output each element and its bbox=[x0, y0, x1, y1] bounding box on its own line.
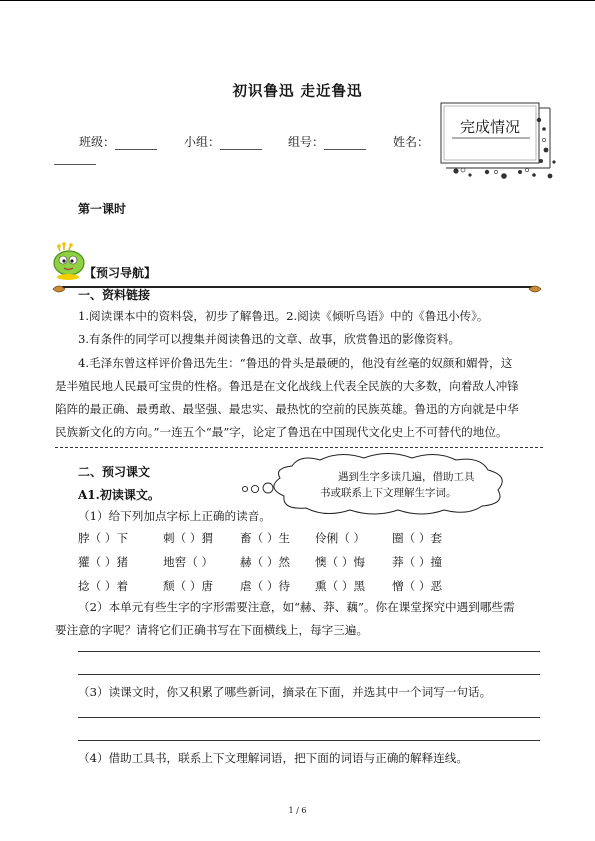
section1-rule bbox=[62, 286, 536, 288]
group-no-field bbox=[288, 133, 366, 150]
question-4: （4）借助工具书，联系上下文理解词语，把下面的词语与正确的解释连线。 bbox=[78, 751, 468, 765]
hint-bubble-line2: 书或联系上下文理解生字词。 bbox=[320, 487, 457, 499]
pinyin-item[interactable]: 伶俐（ ） bbox=[315, 531, 366, 545]
question-2-line1: （2）本单元有些生字的字形需要注意，如“赫、莽、藕”。你在课堂探究中遇到哪些需 bbox=[78, 600, 515, 614]
class-field bbox=[79, 133, 157, 150]
pinyin-item[interactable]: 熏（ ）黑 bbox=[315, 579, 366, 593]
material-item-2: 3.有条件的同学可以搜集并阅读鲁迅的文章、故事，欣赏鲁迅的影像资料。 bbox=[78, 332, 461, 346]
a1-label: A1.初读课文。 bbox=[78, 488, 160, 502]
question-3: （3）读课文时，你又积累了哪些新词，摘录在下面，并选其中一个词写一句话。 bbox=[78, 685, 492, 699]
pinyin-item[interactable]: 地窖（ ） bbox=[163, 555, 214, 569]
material-item-3-line3: 陷阵的最正确、最勇敢、最坚强、最忠实、最热忱的空前的民族英雄。鲁迅的方向就是中华 bbox=[55, 402, 519, 416]
completion-status-box bbox=[438, 100, 558, 182]
group-label: 小组： bbox=[184, 135, 221, 149]
lesson-label: 第一课时 bbox=[78, 202, 127, 216]
material-item-3-line1: 4.毛泽东曾这样评价鲁迅先生：“鲁迅的骨头是最硬的，他没有丝毫的奴颜和媚骨，这 bbox=[78, 356, 513, 370]
material-item-1: 1.阅读课本中的资料袋，初步了解鲁迅。2.阅读《倾听鸟语》中的《鲁迅小传》。 bbox=[78, 309, 489, 323]
answer-line[interactable] bbox=[78, 717, 540, 718]
class-blank[interactable] bbox=[115, 149, 157, 150]
pinyin-item[interactable]: 畜（ ）生 bbox=[240, 531, 291, 545]
name-field bbox=[393, 133, 429, 150]
page-top-rule bbox=[0, 0, 595, 1]
pinyin-item[interactable]: 懊（ ）悔 bbox=[315, 555, 366, 569]
material-item-3-line2: 是半殖民地人民最可宝贵的性格。鲁迅是在文化战线上代表全民族的大多数，向着敌人冲锋 bbox=[55, 379, 519, 393]
section2-heading: 二、预习课文 bbox=[78, 465, 151, 479]
pinyin-item[interactable]: 圈（ ）套 bbox=[392, 531, 443, 545]
rule-left-ornament-icon bbox=[52, 280, 66, 292]
group-no-blank[interactable] bbox=[324, 149, 366, 150]
status-box-frame bbox=[438, 100, 558, 182]
pinyin-item[interactable]: 莽（ ）撞 bbox=[392, 555, 443, 569]
material-item-3-line4: 民族新文化的方向。”一连五个“最”字，论定了鲁迅在中国现代文化史上不可替代的地位。 bbox=[55, 425, 508, 439]
rule-right-ornament-icon bbox=[528, 280, 542, 292]
pinyin-item[interactable]: 脖（ ）下 bbox=[78, 531, 129, 545]
group-no-label: 组号： bbox=[288, 135, 325, 149]
answer-line[interactable] bbox=[78, 674, 540, 675]
pinyin-item[interactable]: 虐（ ）待 bbox=[240, 579, 291, 593]
name-label: 姓名： bbox=[393, 135, 430, 149]
pinyin-item[interactable]: 赫（ ）然 bbox=[240, 555, 291, 569]
group-blank[interactable] bbox=[220, 149, 262, 150]
question-1: （1）给下列加点字标上正确的读音。 bbox=[78, 509, 271, 523]
page-title: 初识鲁迅 走近鲁迅 bbox=[232, 83, 363, 100]
hint-bubble bbox=[222, 452, 542, 516]
hint-bubble-cloud bbox=[222, 452, 542, 516]
pinyin-item[interactable]: 憎（ ）恶 bbox=[392, 579, 443, 593]
pinyin-item[interactable]: 捻（ ）着 bbox=[78, 579, 129, 593]
pinyin-item[interactable]: 刺（ ）猬 bbox=[163, 531, 214, 545]
section1-heading: 一、资料链接 bbox=[78, 288, 151, 302]
answer-line[interactable] bbox=[78, 651, 540, 652]
page-number: 1 / 6 bbox=[288, 806, 307, 815]
hint-bubble-line1: 遇到生字多读几遍，借助工具 bbox=[338, 471, 475, 483]
name-blank[interactable] bbox=[54, 150, 96, 165]
group-field bbox=[184, 133, 262, 150]
question-2-line2: 要注意的字呢？请将它们正确书写在下面横线上，每字三遍。 bbox=[55, 623, 369, 637]
section-divider bbox=[55, 447, 543, 449]
class-label: 班级： bbox=[79, 135, 116, 149]
preview-nav-header: 【预习导航】 bbox=[84, 266, 157, 280]
pinyin-item[interactable]: 颓（ ）唐 bbox=[163, 579, 214, 593]
status-box-label: 完成情况 bbox=[460, 118, 521, 136]
answer-line[interactable] bbox=[78, 740, 540, 741]
pinyin-item[interactable]: 獾（ ）猪 bbox=[78, 555, 129, 569]
